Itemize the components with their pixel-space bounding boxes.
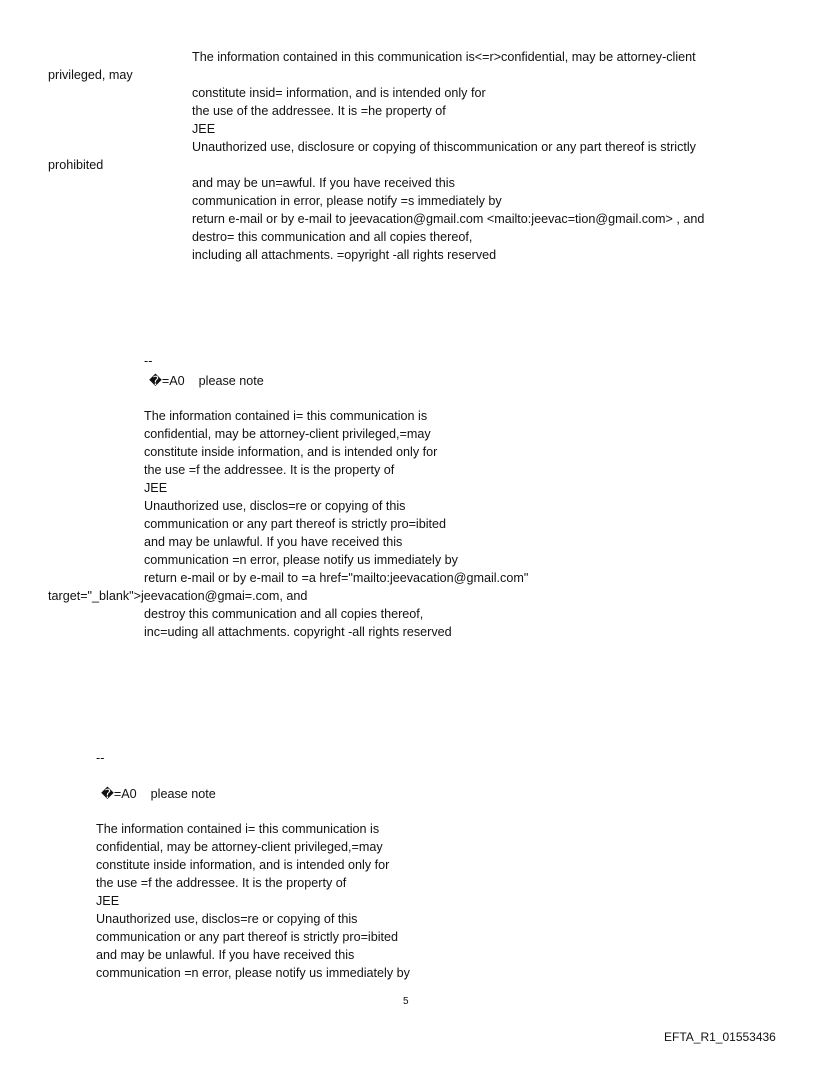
separator-dashes: -- — [144, 354, 153, 368]
please-note-line: �=A0 please note — [149, 374, 264, 388]
text-line: communication or any part thereof is strictly pro=ibited — [96, 930, 399, 944]
separator-dashes: -- — [96, 751, 105, 765]
text-line: and may be unlawful. If you have received this — [144, 535, 403, 549]
text-line: target="_blank">jeevacation@gmai=.com, and — [48, 589, 308, 603]
text-line: communication =n error, please notify us immediately by — [144, 553, 458, 567]
text-line: JEE — [96, 894, 120, 908]
text-line: return e-mail or by e-mail to =a href="mailto:jeevacation@gmail.com" — [144, 571, 529, 585]
text-line: communication in error, please notify =s immediately by — [192, 194, 502, 208]
text-line: communication or any part thereof is strictly pro=ibited — [144, 517, 447, 531]
page-number: 5 — [403, 996, 409, 1007]
text-line: and may be unlawful. If you have received this — [96, 948, 355, 962]
text-line: return e-mail or by e-mail to jeevacation@gmail.com <mailto:jeevac=tion@gmail.com> , and — [192, 212, 705, 226]
text-line: destroy this communication and all copies thereof, — [144, 607, 424, 621]
text-line: The information contained i= this communication is — [144, 409, 428, 423]
text-line: the use =f the addressee. It is the property of — [144, 463, 395, 477]
text-line: including all attachments. =opyright -all rights reserved — [192, 248, 497, 262]
text-line: the use of the addressee. It is =he property of — [192, 104, 446, 118]
text-line: prohibited — [48, 158, 104, 172]
text-line: JEE — [144, 481, 168, 495]
text-line: destro= this communication and all copies thereof, — [192, 230, 473, 244]
text-line: constitute inside information, and is intended only for — [96, 858, 390, 872]
text-line: privileged, may — [48, 68, 133, 82]
text-line: JEE — [192, 122, 216, 136]
text-line: Unauthorized use, disclos=re or copying of this — [144, 499, 406, 513]
text-line: The information contained i= this communication is — [96, 822, 380, 836]
text-line: inc=uding all attachments. copyright -all rights reserved — [144, 625, 452, 639]
text-line: confidential, may be attorney-client privileged,=may — [96, 840, 383, 854]
bates-number: EFTA_R1_01553436 — [664, 1030, 776, 1044]
text-line: The information contained in this communication is<=r>confidential, may be attorney-client — [192, 50, 696, 64]
text-line: confidential, may be attorney-client privileged,=may — [144, 427, 431, 441]
text-line: and may be un=awful. If you have received this — [192, 176, 455, 190]
text-line: communication =n error, please notify us immediately by — [96, 966, 410, 980]
text-line: constitute inside information, and is intended only for — [144, 445, 438, 459]
please-note-line: �=A0 please note — [101, 787, 216, 801]
text-line: Unauthorized use, disclos=re or copying of this — [96, 912, 358, 926]
text-line: Unauthorized use, disclosure or copying of thiscommunication or any part thereof is strictly — [192, 140, 696, 154]
text-line: constitute insid= information, and is intended only for — [192, 86, 486, 100]
text-line: the use =f the addressee. It is the property of — [96, 876, 347, 890]
